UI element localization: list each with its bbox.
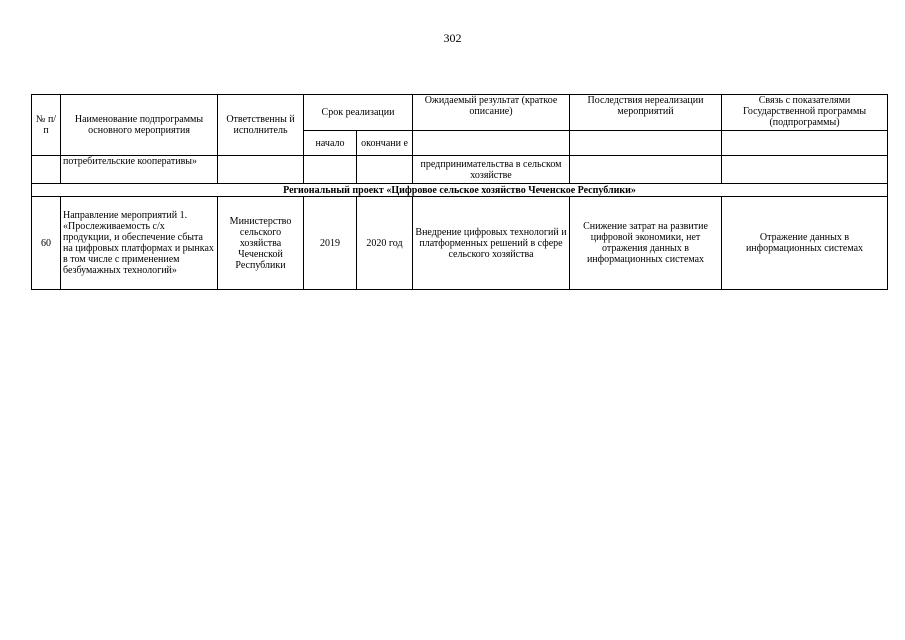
header-link-empty [722,131,888,156]
header-period: Срок реализации [304,95,413,131]
cell-link: Отражение данных в информационных системах [722,197,888,290]
header-num: № п/п [32,95,61,156]
header-row [32,95,888,131]
section-row [32,184,888,197]
header-responsible: Ответственны й исполнитель [218,95,304,156]
cell-empty [357,156,413,184]
cell-num: 60 [32,197,61,290]
cell-empty [570,156,722,184]
header-end: окончани е [357,131,413,156]
header-result: Ожидаемый результат (краткое описание) [413,95,570,131]
header-name: Наименование подпрограммы основного мероприятия [61,95,218,156]
cell-start: 2019 [304,197,357,290]
cell-empty [218,156,304,184]
cell-result: предпринимательства в сельском хозяйстве [413,156,570,184]
page-number: 302 [443,31,462,45]
section-title: Региональный проект «Цифровое сельское хозяйство Чеченское Республики» [32,184,888,197]
header-link: Связь с показателями Государственной программы (подпрограммы) [722,95,888,131]
header-consequences-empty [570,131,722,156]
cell-empty [32,156,61,184]
program-table [31,94,888,290]
cell-end: 2020 год [357,197,413,290]
cell-empty [304,156,357,184]
header-result-empty [413,131,570,156]
table-row [32,197,888,290]
cell-consequences: Снижение затрат на развитие цифровой экономики, нет отражения данных в информационных системах [570,197,722,290]
cell-result: Внедрение цифровых технологий и платформенных решений в сфере сельского хозяйства [413,197,570,290]
cell-responsible: Министерство сельского хозяйства Чеченской Республики [218,197,304,290]
header-start: начало [304,131,357,156]
cell-name: Направление мероприятий 1. «Прослеживаемость с/х продукции, и обеспечение сбыта на цифровых платформах и рынках в том числе с применением безбумажных технологий» [61,197,218,290]
cell-empty [722,156,888,184]
cell-name: потребительские кооперативы» [61,156,218,184]
continuation-row [32,156,888,184]
header-consequences: Последствия нереализации мероприятий [570,95,722,131]
